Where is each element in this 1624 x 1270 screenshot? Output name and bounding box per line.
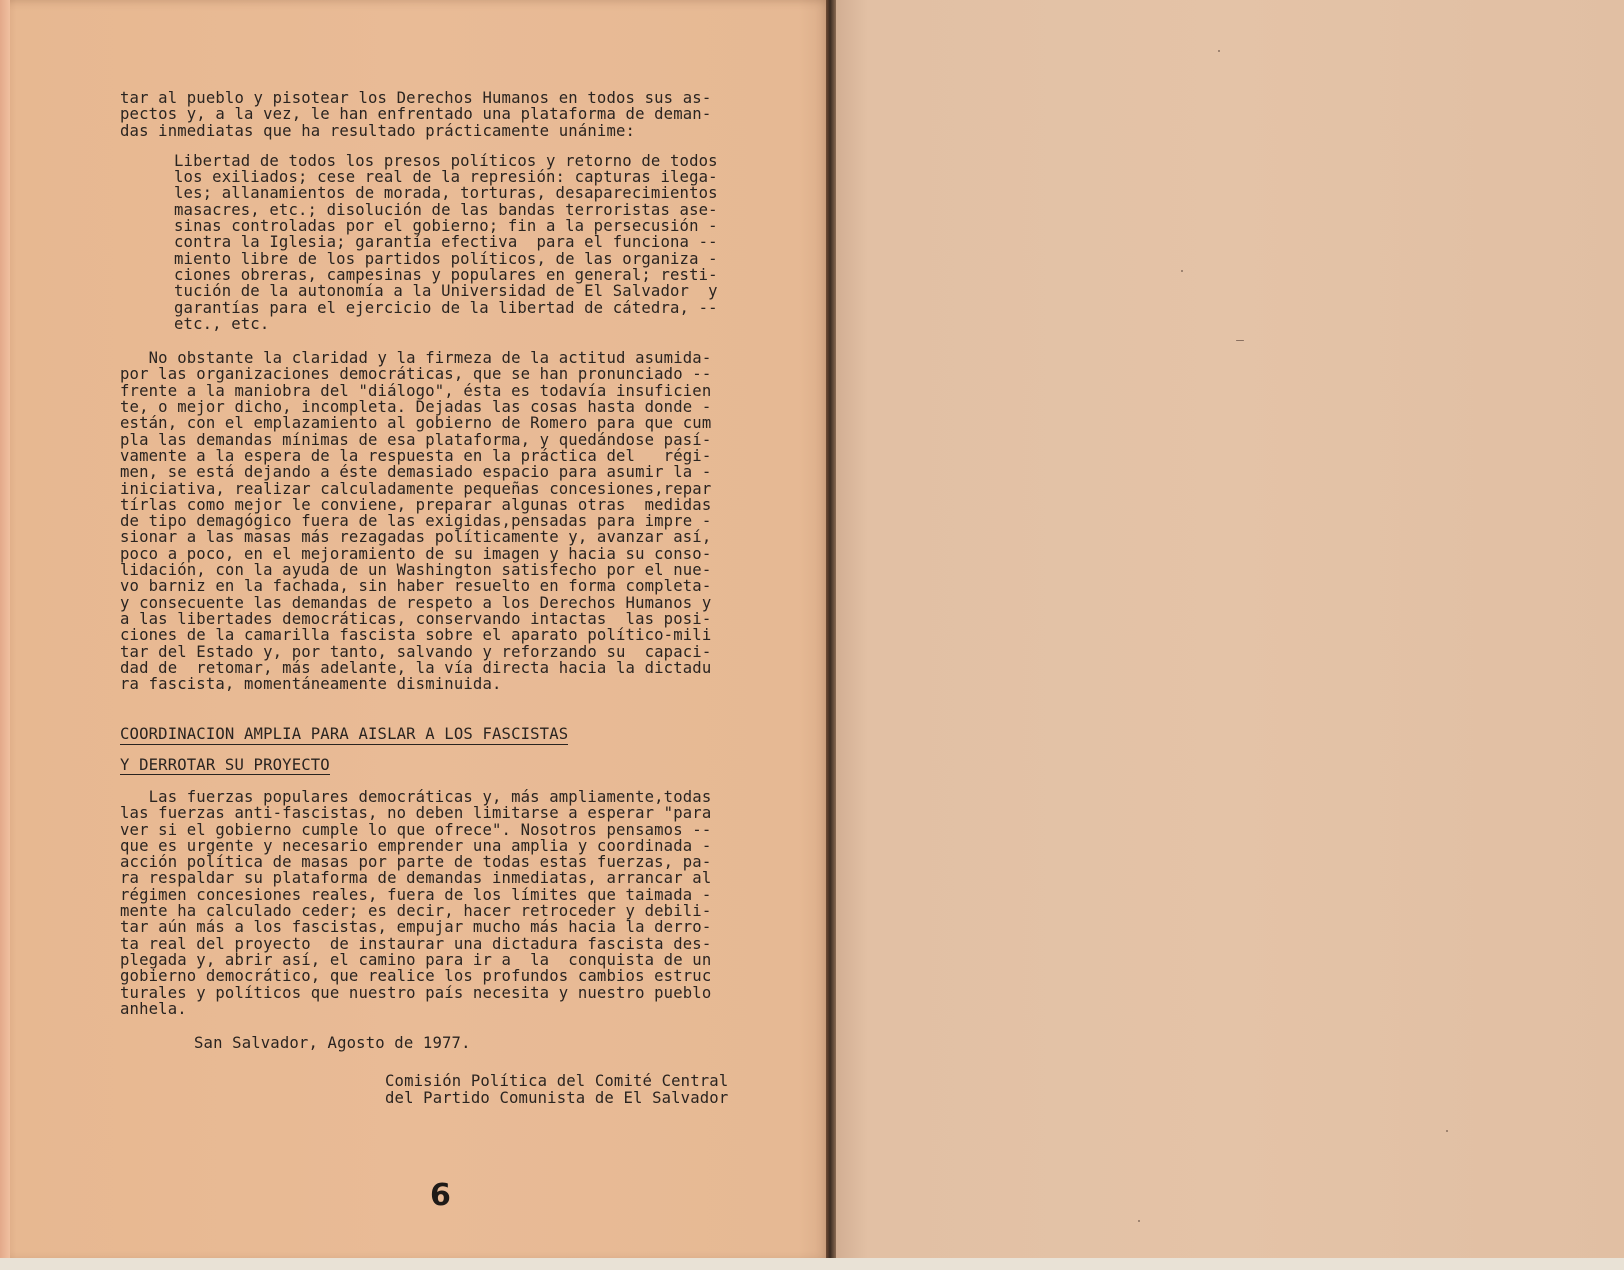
book-spine [826,0,836,1262]
demands-line: sinas controladas por el gobierno; fin a la persecusión - [174,217,718,236]
demands-line: miento libre de los partidos políticos, de las organiza - [174,249,718,268]
intro-paragraph [120,90,780,139]
signature-line-2: del Partido Comunista de El Salvador [385,1088,729,1107]
paragraph-2-line: men, se está dejando a éste demasiado espacio para asumir la - [120,463,712,482]
intro-line: tar al pueblo y pisotear los Derechos Humanos en todos sus as- [120,89,712,107]
section-heading-line-2: Y DERROTAR SU PROYECTO [120,755,330,774]
demands-line: masacres, etc.; disolución de las bandas terroristas ase- [174,200,718,219]
intro-line: pectos y, a la vez, le han enfrentado una plataforma de deman- [120,105,712,124]
paragraph-2-line: lidación, con la ayuda de un Washington satisfecho por el nue- [120,561,712,580]
paragraph-3-line: que es urgente y necesario emprender una amplia y coordinada - [120,836,712,855]
paragraph-3-line: anhela. [120,999,187,1018]
place-date: San Salvador, Agosto de 1977. [194,1034,471,1053]
paragraph-2-line: tar del Estado y, por tanto, salvando y reforzando su capaci- [120,642,712,661]
paragraph-2-line: vo barniz en la fachada, sin haber resuelto en forma completa- [120,577,712,596]
paragraph-3-line: régimen concesiones reales, fuera de los límites que taimada - [120,885,712,904]
page-text [120,90,780,1106]
paragraph-2-line: vamente a la espera de la respuesta en la práctica del régi- [120,446,712,465]
paragraph-3-line: Las fuerzas populares democráticas y, más ampliamente,todas [120,787,712,806]
body-paragraph-3 [120,789,780,1017]
paragraph-3-line: las fuerzas anti-fascistas, no deben limitarse a esperar "para [120,804,712,823]
paragraph-3-line: ver si el gobierno cumple lo que ofrece". Nosotros pensamos -- [120,820,712,839]
demands-line: los exiliados; cese real de la represión: capturas ilega- [174,168,718,187]
paragraph-2-line: ra fascista, momentáneamente disminuida. [120,675,502,694]
paragraph-3-line: ra respaldar su plataforma de demandas inmediatas, arrancar al [120,869,712,888]
paragraph-2-line: No obstante la claridad y la firmeza de la actitud asumida- [120,349,712,368]
paragraph-2-line: dad de retomar, más adelante, la vía directa hacia la dictadu [120,658,712,677]
paragraph-3-line: tar aún más a los fascistas, empujar mucho más hacia la derro- [120,918,712,937]
paragraph-2-line: de tipo demagógico fuera de las exigidas,pensadas para impre - [120,512,712,531]
page-number: 6 [430,1178,451,1213]
paragraph-2-line: ciones de la camarilla fascista sobre el aparato político-mili [120,626,712,645]
paragraph-2-line: y consecuente las demandas de respeto a los Derechos Humanos y [120,593,712,612]
section-heading-line-1: COORDINACION AMPLIA PARA AISLAR A LOS FASCISTAS [120,725,569,744]
paragraph-2-line: poco a poco, en el mejoramiento de su imagen y hacia su conso- [120,544,712,563]
paragraph-3-line: turales y políticos que nuestro país necesita y nuestro pueblo [120,983,712,1002]
demands-line: les; allanamientos de morada, torturas, desaparecimientos [174,184,718,203]
paragraph-2-line: tírlas como mejor le conviene, preparar algunas otras medidas [120,495,712,514]
demands-line: Libertad de todos los presos políticos y retorno de todos [174,151,718,170]
paragraph-2-line: sionar a las masas más rezagadas políticamente y, avanzar así, [120,528,712,547]
demands-line: garantías para el ejercicio de la libertad de cátedra, -- [174,298,718,317]
paragraph-2-line: iniciativa, realizar calculadamente pequeñas concesiones,repar [120,479,712,498]
demands-line: ciones obreras, campesinas y populares en general; resti- [174,265,718,284]
paragraph-2-line: por las organizaciones democráticas, que se han pronunciado -- [120,365,712,384]
paragraph-3-line: acción política de masas por parte de todas estas fuerzas, pa- [120,853,712,872]
demands-line: tución de la autonomía a la Universidad de El Salvador y [174,282,718,301]
paragraph-2-line: están, con el emplazamiento al gobierno de Romero para que cum [120,414,712,433]
body-paragraph-2 [120,350,780,692]
paragraph-2-line: a las libertades democráticas, conservando intactas las posi- [120,609,712,628]
paragraph-3-line: plegada y, abrir así, el camino para ir a la conquista de un [120,950,712,969]
demands-line: etc., etc. [174,314,270,333]
intro-line: das inmediatas que ha resultado prácticamente unánime: [120,121,636,140]
right-page-blank [836,0,1624,1262]
paragraph-2-line: frente a la maniobra del "diálogo", ésta es todavía insuficien [120,381,712,400]
page-edge [0,1258,1624,1270]
paragraph-3-line: gobierno democrático, que realice los profundos cambios estruc [120,967,712,986]
paragraph-2-line: pla las demandas mínimas de esa plataforma, y quedándose pasí- [120,430,712,449]
paragraph-3-line: ta real del proyecto de instaurar una dictadura fascista des- [120,934,712,953]
demands-list-paragraph [120,153,780,332]
paragraph-3-line: mente ha calculado ceder; es decir, hacer retroceder y debili- [120,902,712,921]
paragraph-2-line: te, o mejor dicho, incompleta. Dejadas las cosas hasta donde - [120,398,712,417]
signature-line-1: Comisión Política del Comité Central [385,1072,729,1091]
demands-line: contra la Iglesia; garantía efectiva para el funciona -- [174,233,718,252]
